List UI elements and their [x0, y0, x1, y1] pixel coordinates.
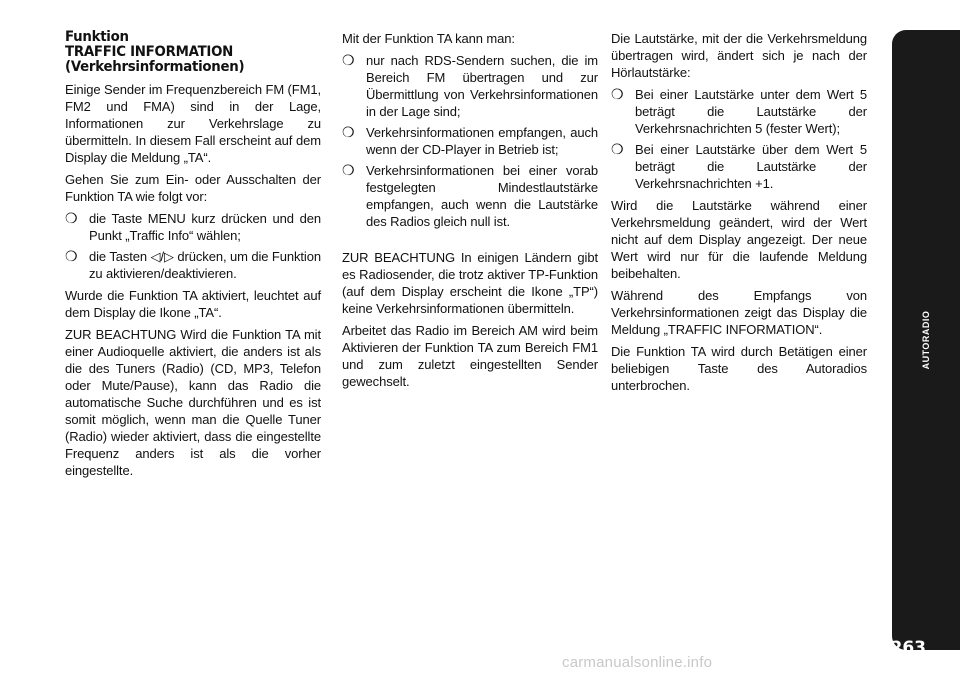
- list-item: ❍ nur nach RDS-Sendern suchen, die im Bereich FM übertragen und zur Übermittlung von Verkehrsinformationen in der Lage sind;: [342, 52, 598, 119]
- bullet-list: [65, 210, 321, 282]
- paragraph: Mit der Funktion TA kann man:: [342, 31, 515, 46]
- page-number: 263: [890, 638, 926, 658]
- paragraph: Während des Empfangs von Verkehrsinformationen zeigt das Display die Meldung „TRAFFIC INFORMATION“.: [611, 288, 867, 337]
- circle-bullet-icon: ❍: [65, 210, 78, 226]
- list-item: ❍ Bei einer Lautstärke unter dem Wert 5 beträgt die Lautstärke der Verkehrsnachrichten 5 (fester Wert);: [611, 86, 867, 136]
- watermark: carmanualsonline.info: [562, 654, 713, 671]
- section-side-tab: [892, 30, 960, 650]
- circle-bullet-icon: ❍: [65, 248, 78, 264]
- paragraph: Wurde die Funktion TA aktiviert, leuchtet auf dem Display die Ikone „TA“.: [65, 288, 321, 320]
- list-item: ❍ die Tasten ◁/▷ drücken, um die Funktion zu aktivieren/deaktivieren.: [65, 248, 321, 281]
- list-item: ❍ Bei einer Lautstärke über dem Wert 5 beträgt die Lautstärke der Verkehrsnachrichten +1.: [611, 141, 867, 191]
- paragraph: Gehen Sie zum Ein- oder Ausschalten der Funktion TA wie folgt vor:: [65, 172, 321, 204]
- paragraph: Die Funktion TA wird durch Betätigen einer beliebigen Taste des Autoradios unterbrochen.: [611, 344, 867, 393]
- circle-bullet-icon: ❍: [611, 141, 624, 157]
- bullet-list: [342, 52, 598, 230]
- paragraph: Arbeitet das Radio im Bereich AM wird beim Aktivieren der Funktion TA zum Bereich FM1 und zum zuletzt eingestellten Sender gewechselt.: [342, 323, 598, 389]
- list-item: ❍ die Taste MENU kurz drücken und den Punkt „Traffic Info“ wählen;: [65, 210, 321, 243]
- circle-bullet-icon: ❍: [342, 124, 355, 140]
- section-label: AUTORADIO: [921, 310, 931, 370]
- list-item: ❍ Verkehrsinformationen bei einer vorab festgelegten Mindestlautstärke empfangen, auch wenn die Lautstärke des Radios gleich null ist.: [342, 162, 598, 229]
- circle-bullet-icon: ❍: [342, 52, 355, 68]
- circle-bullet-icon: ❍: [342, 162, 355, 178]
- paragraph: Wird die Lautstärke während einer Verkehrsmeldung geändert, wird der Wert nicht auf dem Display angezeigt. Der neue Wert wird nur für die laufende Meldung beibehalten.: [611, 198, 867, 281]
- paragraph: Einige Sender im Frequenzbereich FM (FM1, FM2 und FMA) sind in der Lage, Informationen zur Verkehrslage zu übermitteln. In diesem Fall erscheint auf dem Display die Meldung „TA“.: [65, 82, 322, 165]
- note-paragraph: ZUR BEACHTUNG Wird die Funktion TA mit einer Audioquelle aktiviert, die anders ist als die des Tuners (Radio) (CD, MP3, Telefon oder Mute/Pause), kann das Radio die automatische Suche durchführen und es ist somit möglich, wenn man die Quelle Tuner (Radio) wieder aktiviert, dass die eingestellte Frequenz anders ist als die vorher eingestellte.: [65, 327, 321, 478]
- paragraph: Die Lautstärke, mit der die Verkehrsmeldung übertragen wird, ändert sich je nach der Hörlautstärke:: [611, 31, 867, 80]
- column-3: [611, 30, 867, 399]
- column-2: [342, 30, 598, 395]
- list-item: ❍ Verkehrsinformationen empfangen, auch wenn der CD-Player in Betrieb ist;: [342, 124, 598, 157]
- circle-bullet-icon: ❍: [611, 86, 624, 102]
- column-1: [65, 30, 321, 484]
- note-paragraph: ZUR BEACHTUNG In einigen Ländern gibt es Radiosender, die trotz aktiver TP-Funktion (auf dem Display erscheint die Ikone „TP“) keine Verkehrsinformationen übermitteln.: [342, 250, 598, 316]
- section-title: Funktion TRAFFIC INFORMATION (Verkehrsinformationen): [65, 29, 245, 75]
- bullet-list: [611, 86, 867, 192]
